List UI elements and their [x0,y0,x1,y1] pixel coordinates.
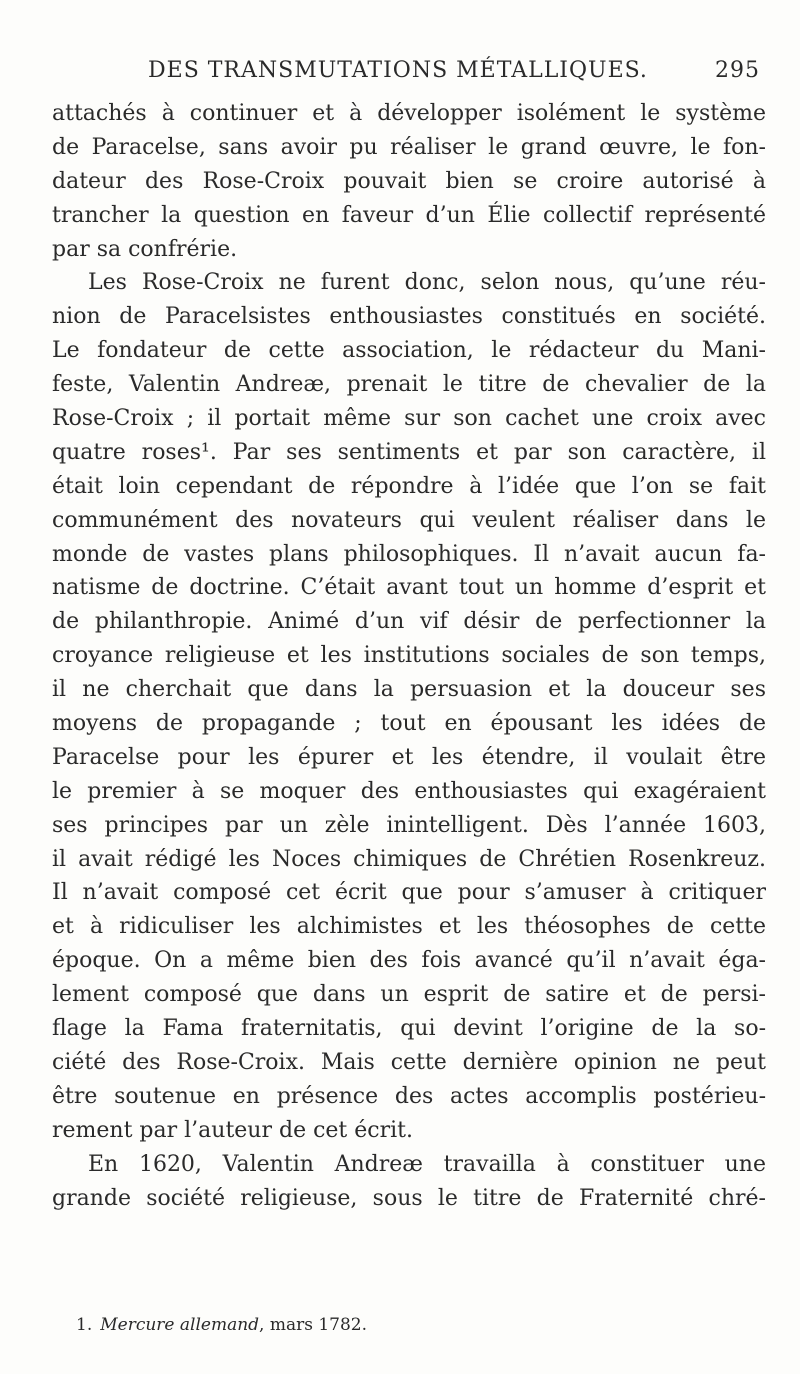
text-line: rement par l’auteur de cet écrit. [52,1117,413,1143]
text-line: il ne cherchait que dans la persuasion et la douceur ses [52,677,766,703]
text-line: monde de vastes plans philosophiques. Il n’avait aucun fa- [52,541,766,567]
text-line: communément des novateurs qui veulent réaliser dans le [52,507,766,533]
text-line: de Paracelse, sans avoir pu réaliser le grand œuvre, le fon- [52,134,766,160]
footnote-detail: , mars 1782. [259,1315,368,1335]
text-line: croyance religieuse et les institutions sociales de son temps, [52,643,766,669]
text-line: était loin cependant de répondre à l’idée que l’on se fait [52,473,766,499]
running-head [148,58,760,88]
text-line: de philanthropie. Animé d’un vif désir de perfectionner la [52,609,766,635]
footnote-source: Mercure allemand [100,1315,260,1335]
text-line: moyens de propagande ; tout en épousant les idées de [52,711,766,737]
text-line: trancher la question en faveur d’un Élie collectif représenté [52,202,766,228]
text-line: feste, Valentin Andreæ, prenait le titre de chevalier de la [52,372,766,398]
running-title: DES TRANSMUTATIONS MÉTALLIQUES. [148,58,648,83]
text-line: par sa confrérie. [52,236,238,262]
footnote-number: 1. [76,1315,93,1335]
text-line: Le fondateur de cette association, le rédacteur du Mani- [52,338,766,364]
text-line: être soutenue en présence des actes accomplis postérieu- [52,1083,766,1109]
body-text [52,97,766,1215]
footnote [76,1312,367,1338]
text-line: lement composé que dans un esprit de satire et de persi- [52,982,766,1008]
text-line: ciété des Rose-Croix. Mais cette dernière opinion ne peut [52,1049,766,1075]
text-line: ses principes par un zèle inintelligent. Dès l’année 1603, [52,812,766,838]
text-line: et à ridiculiser les alchimistes et les théosophes de cette [52,914,766,940]
text-line: grande société religieuse, sous le titre de Fraternité chré- [52,1185,766,1211]
text-line: Il n’avait composé cet écrit que pour s’amuser à critiquer [52,880,766,906]
text-line: natisme de doctrine. C’était avant tout un homme d’esprit et [52,575,766,601]
text-line: dateur des Rose-Croix pouvait bien se croire autorisé à [52,168,766,194]
text-line: il avait rédigé les Noces chimiques de Chrétien Rosenkreuz. [52,846,766,872]
text-line: En 1620, Valentin Andreæ travailla à constituer une [88,1151,766,1177]
text-line: nion de Paracelsistes enthousiastes constitués en société. [52,304,766,330]
text-line: Paracelse pour les épurer et les étendre, il voulait être [52,744,766,770]
text-line: quatre roses¹. Par ses sentiments et par son caractère, il [52,439,766,465]
text-line: le premier à se moquer des enthousiastes qui exagéraient [52,778,766,804]
text-line: Les Rose-Croix ne furent donc, selon nous, qu’une réu- [88,270,766,296]
text-line: époque. On a même bien des fois avancé qu’il n’avait éga- [52,948,766,974]
text-line: Rose-Croix ; il portait même sur son cachet une croix avec [52,406,766,432]
page-number: 295 [715,58,760,83]
text-line: flage la Fama fraternitatis, qui devint l’origine de la so- [52,1016,766,1042]
text-line: attachés à continuer et à développer isolément le système [52,101,766,126]
